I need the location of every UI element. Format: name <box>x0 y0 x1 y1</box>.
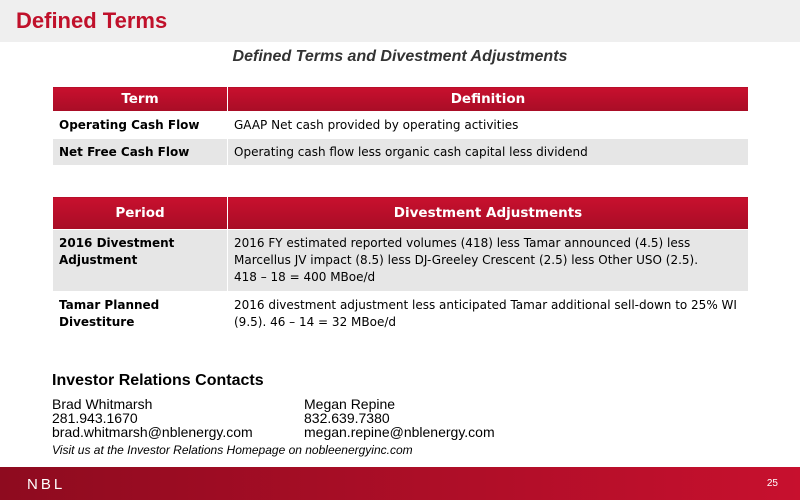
table-row <box>53 139 749 166</box>
defined-terms-table <box>52 86 749 166</box>
period-cell <box>53 230 228 292</box>
period-cell <box>53 292 228 337</box>
term-cell: Net Free Cash Flow <box>53 139 228 166</box>
visit-homepage-text: Visit us at the Investor Relations Homepage on nobleenergyinc.com <box>52 443 413 457</box>
detail-line: 2016 divestment adjustment less anticipated Tamar additional sell-down to 25% WI <box>234 298 737 312</box>
column-header-period: Period <box>53 197 228 230</box>
divestment-adjustments-table <box>52 196 749 337</box>
table-row <box>53 292 749 337</box>
period-line: Adjustment <box>59 253 138 267</box>
definition-cell: GAAP Net cash provided by operating activities <box>228 112 749 139</box>
contact-phone: 832.639.7380 <box>304 410 390 426</box>
period-line: Tamar Planned <box>59 298 160 312</box>
detail-line: (9.5). 46 – 14 = 32 MBoe/d <box>234 315 396 329</box>
column-header-definition: Definition <box>228 87 749 112</box>
contact-name: Megan Repine <box>304 396 396 412</box>
detail-line: Marcellus JV impact (8.5) less DJ-Greeley Crescent (2.5) less Other USO (2.5). <box>234 253 699 267</box>
period-line: Divestiture <box>59 315 135 329</box>
contact-name: Brad Whitmarsh <box>52 396 153 412</box>
slide-subtitle: Defined Terms and Divestment Adjustments <box>232 48 568 65</box>
adjustment-detail-cell <box>228 230 749 292</box>
contact-megan-repine <box>304 397 495 439</box>
adjustment-detail-cell <box>228 292 749 337</box>
page-title: Defined Terms <box>16 8 168 33</box>
contact-phone: 281.943.1670 <box>52 410 138 426</box>
investor-relations-heading: Investor Relations Contacts <box>52 372 264 389</box>
table-row <box>53 112 749 139</box>
detail-line: 418 – 18 = 400 MBoe/d <box>234 270 376 284</box>
contact-email: brad.whitmarsh@nblenergy.com <box>52 424 253 440</box>
period-line: 2016 Divestment <box>59 236 175 250</box>
title-bar <box>0 0 800 42</box>
detail-line: 2016 FY estimated reported volumes (418) less Tamar announced (4.5) less <box>234 236 691 250</box>
contact-brad-whitmarsh <box>52 397 253 439</box>
contact-email: megan.repine@nblenergy.com <box>304 424 495 440</box>
table-row <box>53 230 749 292</box>
column-header-term: Term <box>53 87 228 112</box>
column-header-divestment-adjustments: Divestment Adjustments <box>228 197 749 230</box>
term-cell: Operating Cash Flow <box>53 112 228 139</box>
footer-bar <box>0 467 800 500</box>
definition-cell: Operating cash flow less organic cash capital less dividend <box>228 139 749 166</box>
table-header-row <box>53 197 749 230</box>
page-number: 25 <box>766 478 778 489</box>
table-header-row <box>53 87 749 112</box>
nbl-logo: NBL <box>27 476 66 493</box>
